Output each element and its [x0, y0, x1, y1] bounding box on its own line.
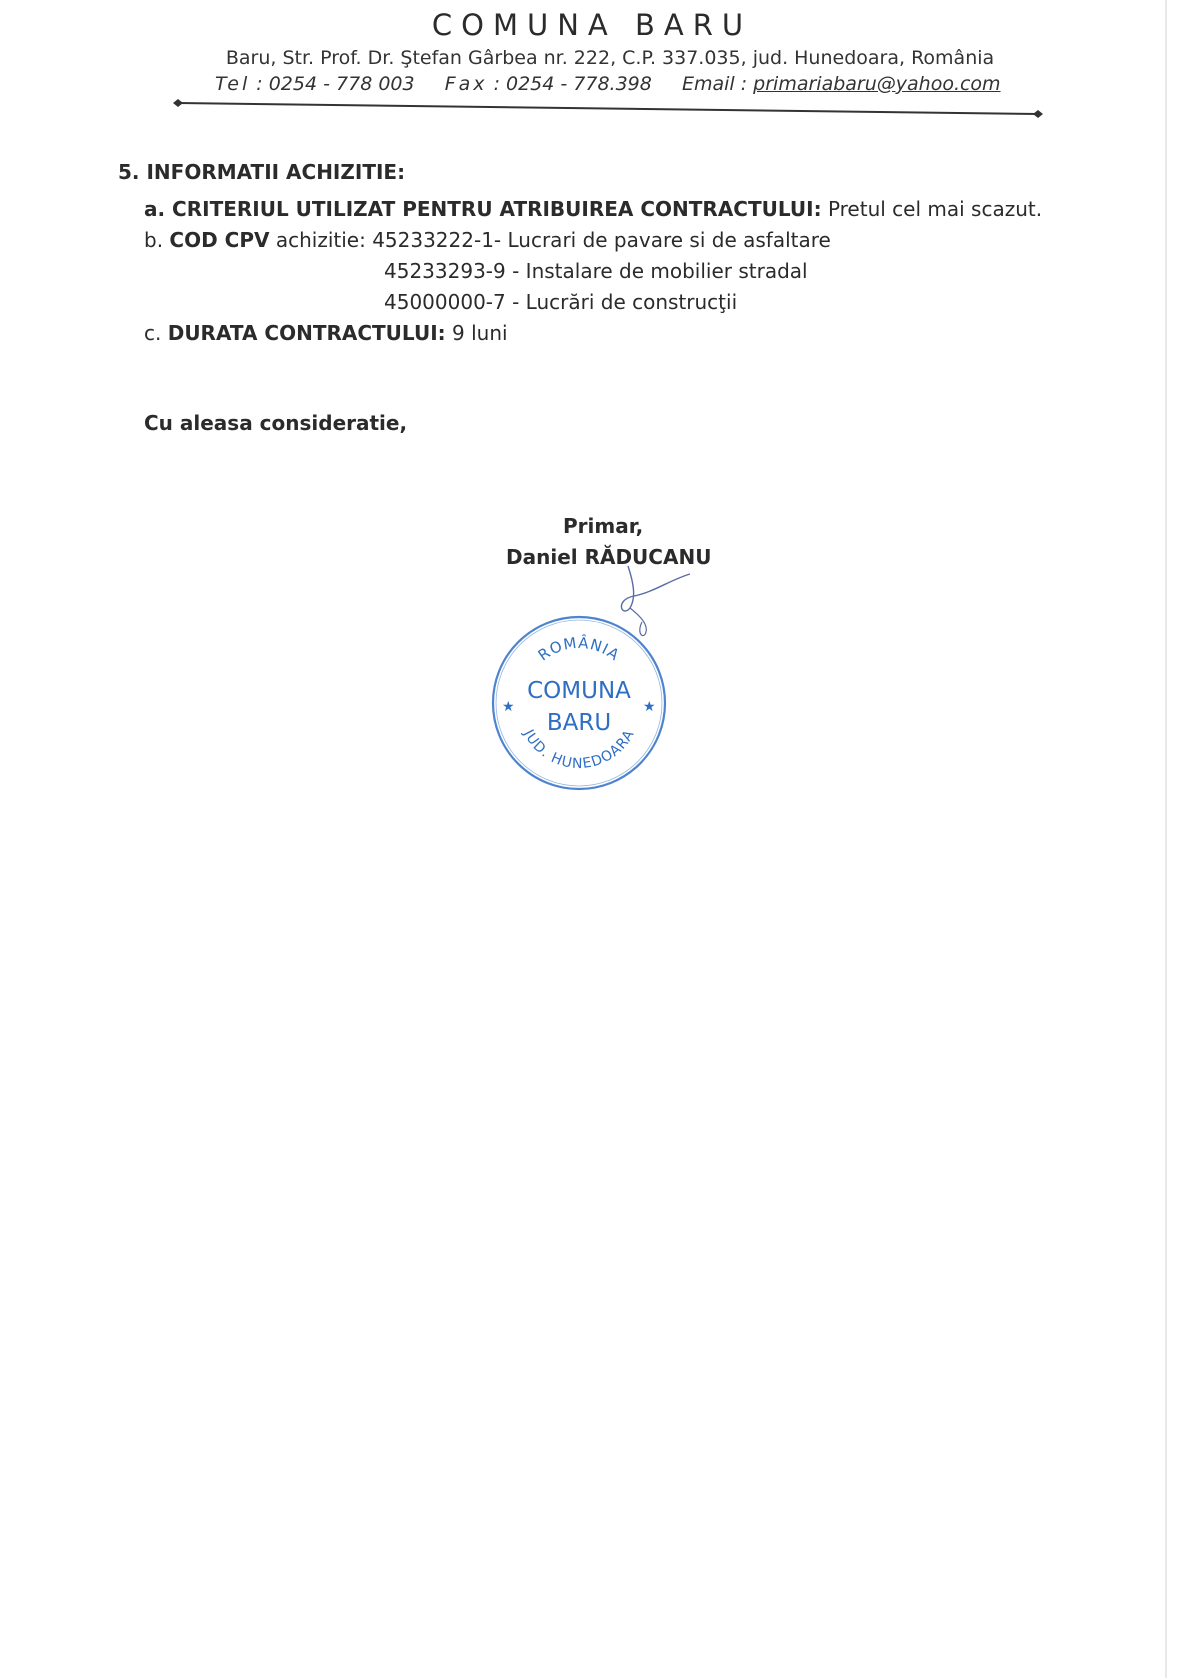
cpv-code-3: 45000000-7 - Lucrări de construcţii: [384, 290, 738, 314]
star-icon: ★: [643, 699, 656, 715]
duration-line: [144, 321, 508, 345]
email-label: Email :: [681, 73, 748, 95]
signatory-name: Daniel RĂDUCANU: [506, 545, 712, 569]
tel-label: Tel: [215, 73, 251, 95]
fax-label: Fax: [444, 73, 488, 95]
cpv-prefix: b.: [144, 228, 164, 252]
cpv-text: achizitie:: [275, 228, 366, 252]
letterhead-address: Baru, Str. Prof. Dr. Ştefan Gârbea nr. 222, C.P. 337.035, jud. Hunedoara, România: [225, 47, 995, 69]
criteria-line: [144, 197, 1042, 221]
star-icon: ★: [502, 699, 515, 715]
section-title: 5. INFORMATII ACHIZITIE:: [118, 160, 406, 184]
cpv-code-2: 45233293-9 - Instalare de mobilier stradal: [384, 259, 808, 283]
cpv-line: [144, 228, 831, 252]
page-edge: [1165, 0, 1167, 1678]
stamp-top-text: ROMÂNIA: [534, 633, 624, 665]
criteria-value: Pretul cel mai scazut.: [827, 197, 1043, 221]
stamp-center-line1: COMUNA: [527, 678, 631, 704]
stamp-bottom-text: JUD. HUNEDOARA: [520, 726, 638, 773]
fax-value: : 0254 - 778.398: [493, 73, 652, 95]
letterhead-divider: [0, 0, 1184, 130]
letterhead-title: COMUNA BARU: [431, 8, 753, 42]
cpv-code-1: 45233222-1- Lucrari de pavare si de asfaltare: [372, 228, 831, 252]
tel-value: : 0254 - 778 003: [256, 73, 415, 95]
official-stamp: [488, 612, 670, 794]
svg-text:ROMÂNIA: [535, 633, 623, 665]
criteria-label: a. CRITERIUL UTILIZAT PENTRU ATRIBUIREA CONTRACTULUI:: [144, 197, 822, 221]
closing-text: Cu aleasa consideratie,: [144, 411, 408, 435]
stamp-center-line2: BARU: [546, 710, 612, 736]
cpv-label: COD CPV: [169, 228, 270, 252]
duration-prefix: c.: [144, 321, 162, 345]
email-link[interactable]: primariabaru@yahoo.com: [753, 73, 1001, 95]
signatory-role: Primar,: [563, 514, 644, 538]
duration-value: 9 luni: [452, 321, 508, 345]
duration-label: DURATA CONTRACTULUI:: [167, 321, 446, 345]
